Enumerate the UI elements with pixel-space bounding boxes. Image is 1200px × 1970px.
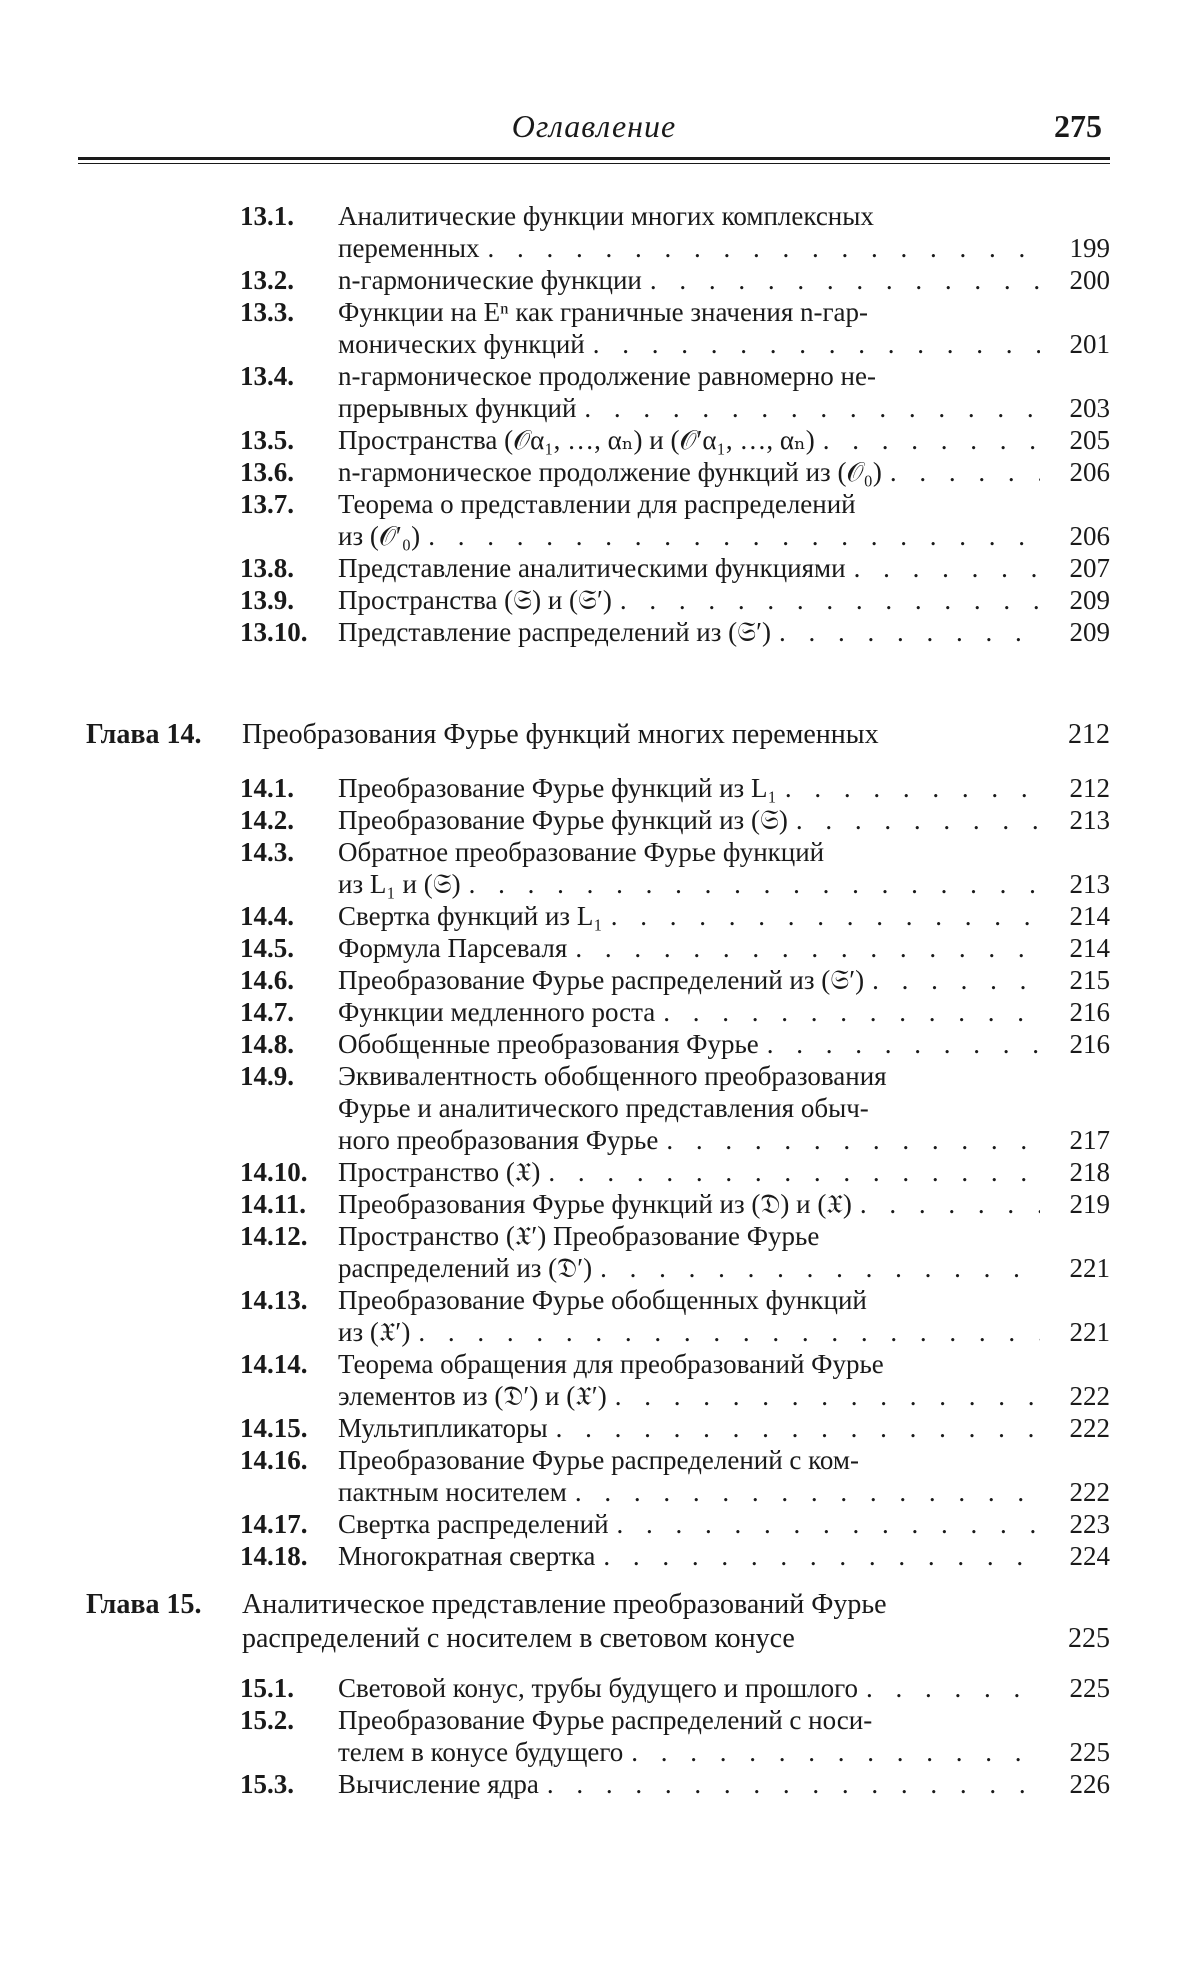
section-title-line: ного преобразования Фурье — [338, 1124, 658, 1156]
section-number: 14.4. — [240, 900, 332, 932]
section-number: 14.14. — [240, 1348, 332, 1380]
section-number: 13.3. — [240, 296, 332, 328]
section-number: 13.9. — [240, 584, 332, 616]
section-number: 14.3. — [240, 836, 332, 868]
section-title-line: Преобразование Фурье обобщенных функций — [338, 1285, 867, 1315]
dot-leader: . . . . . . . . . . . . . . . . — [575, 1476, 1040, 1508]
page-ref: 221 — [1040, 1252, 1110, 1284]
section-title — [338, 552, 1040, 584]
section-number: 14.17. — [240, 1508, 332, 1540]
section-title — [338, 424, 1040, 456]
section-title-line: Обобщенные преобразования Фурье — [338, 1028, 759, 1060]
page-ref: 200 — [1040, 264, 1110, 296]
dot-leader: . . . . . . . . . . . . . . . . . . . — [488, 232, 1040, 264]
section-title-line: Формула Парсеваля — [338, 932, 567, 964]
section-title-line: Представление распределений из (𝔖′) — [338, 616, 771, 648]
section-number: 14.10. — [240, 1156, 332, 1188]
section-title-line: из L₁ и (𝔖) — [338, 868, 461, 900]
section-number: 13.4. — [240, 360, 332, 392]
page-ref: 216 — [1040, 1028, 1110, 1060]
section-title-line: Теорема обращения для преобразований Фурье — [338, 1349, 884, 1379]
table-of-contents — [0, 0, 1200, 1970]
section-title-line: пактным носителем — [338, 1476, 567, 1508]
dot-leader: . . . . . . . . . . . . . — [650, 264, 1040, 296]
section-title-line: n-гармоническое продолжение функций из (𝒪₀) — [338, 456, 882, 488]
dot-leader: . . . . . . . . . . . . . . — [620, 584, 1040, 616]
section-title-line: Преобразование Фурье функций из (𝔖) — [338, 804, 788, 836]
section-title — [338, 1672, 1040, 1704]
page-ref: 222 — [1040, 1412, 1110, 1444]
page-ref: 222 — [1040, 1476, 1110, 1508]
section-title-line: Преобразование Фурье распределений с носи- — [338, 1705, 872, 1735]
section-title — [338, 1348, 1040, 1412]
page-ref: 217 — [1040, 1124, 1110, 1156]
page-ref: 215 — [1040, 964, 1110, 996]
section-number: 13.6. — [240, 456, 332, 488]
section-title-line: Пространство (𝔛) — [338, 1156, 540, 1188]
section-title-line: Аналитические функции многих комплексных — [338, 201, 874, 231]
section-title-line: Преобразования Фурье функций из (𝔇) и (𝔛) — [338, 1188, 852, 1220]
section-title — [338, 772, 1040, 804]
dot-leader: . . . . . . . . . . . . . . . . . — [547, 1768, 1040, 1800]
page-ref: 209 — [1040, 584, 1110, 616]
page-ref: 226 — [1040, 1768, 1110, 1800]
dot-leader: . . . . . . . . . . . . . . . . — [575, 932, 1040, 964]
chapter-title-line: Аналитическое представление преобразований Фурье — [242, 1588, 887, 1622]
chapter-title — [242, 1588, 887, 1656]
page-ref: 216 — [1040, 996, 1110, 1028]
page-ref: 206 — [1040, 520, 1110, 552]
section-title-line: из (𝔛′) — [338, 1316, 410, 1348]
section-number: 13.10. — [240, 616, 332, 648]
section-title-line: Вычисление ядра — [338, 1768, 539, 1800]
page-ref: 201 — [1040, 328, 1110, 360]
section-number: 14.6. — [240, 964, 332, 996]
page-ref: 207 — [1040, 552, 1110, 584]
section-title-line: Световой конус, трубы будущего и прошлого — [338, 1672, 858, 1704]
chapter-label: Глава 15. — [86, 1588, 202, 1622]
section-title-line: Пространства (𝒪α₁, …, αₙ) и (𝒪′α₁, …, αₙ) — [338, 424, 815, 456]
section-title — [338, 264, 1040, 296]
section-number: 14.1. — [240, 772, 332, 804]
section-title — [338, 1156, 1040, 1188]
page-ref: 223 — [1040, 1508, 1110, 1540]
dot-leader: . . . . . . — [860, 1188, 1040, 1220]
running-title: Оглавление — [78, 108, 1110, 145]
dot-leader: . . . . . . . . . . . . . . . — [603, 1540, 1040, 1572]
section-title-line: прерывных функций — [338, 392, 576, 424]
dot-leader: . . . . . . . . . . . . . . . . . . . . . — [428, 520, 1040, 552]
section-number: 14.13. — [240, 1284, 332, 1316]
page-ref: 225 — [1040, 1736, 1110, 1768]
section-title — [338, 932, 1040, 964]
section-title-line: Представление аналитическими функциями — [338, 552, 846, 584]
dot-leader: . . . . . . . . . . . . . . . — [593, 328, 1040, 360]
dot-leader: . . . . . . . . . . . . . — [663, 996, 1040, 1028]
section-title-line: из (𝒪′₀) — [338, 520, 420, 552]
dot-leader: . . . . . . . . . . . . . . — [615, 1380, 1040, 1412]
page-number: 275 — [1054, 108, 1102, 145]
section-title — [338, 360, 1040, 424]
section-number: 13.5. — [240, 424, 332, 456]
page-ref: 203 — [1040, 392, 1110, 424]
section-title — [338, 1188, 1040, 1220]
dot-leader: . . . . . . . . . . . . . . . . . . . . . — [418, 1316, 1040, 1348]
dot-leader: . . . . . . . . . . . . . — [666, 1124, 1040, 1156]
section-title — [338, 964, 1040, 996]
page-ref: 213 — [1040, 804, 1110, 836]
dot-leader: . . . . . . — [854, 552, 1040, 584]
section-title-line: Пространство (𝔛′) Преобразование Фурье — [338, 1221, 819, 1251]
page-ref: 213 — [1040, 868, 1110, 900]
page-ref: 225 — [1040, 1672, 1110, 1704]
section-number: 14.16. — [240, 1444, 332, 1476]
page-ref: 212 — [1040, 772, 1110, 804]
page-ref: 209 — [1040, 616, 1110, 648]
chapter-title-line: распределений с носителем в световом конусе — [242, 1622, 887, 1656]
dot-leader: . . . . . . . . . . . . . . . . . . . — [469, 868, 1040, 900]
section-number: 15.3. — [240, 1768, 332, 1800]
page-ref: 221 — [1040, 1316, 1110, 1348]
dot-leader: . . . . . . . . . . . . . . — [631, 1736, 1040, 1768]
chapter-title-line: Преобразования Фурье функций многих переменных — [242, 718, 879, 752]
dot-leader: . . . . . . . . . . . . . . — [617, 1508, 1040, 1540]
chapter-label: Глава 14. — [86, 718, 202, 752]
page-ref: 219 — [1040, 1188, 1110, 1220]
section-title-line: Мультипликаторы — [338, 1412, 548, 1444]
section-title — [338, 1704, 1040, 1768]
chapter-title — [242, 718, 879, 752]
section-title — [338, 616, 1040, 648]
section-number: 14.5. — [240, 932, 332, 964]
section-title — [338, 836, 1040, 900]
section-title — [338, 1444, 1040, 1508]
page-ref: 206 — [1040, 456, 1110, 488]
section-number: 14.18. — [240, 1540, 332, 1572]
dot-leader: . . . . . . . . . . . . . . . — [600, 1252, 1040, 1284]
section-title-line: Теорема о представлении для распределений — [338, 489, 856, 519]
chapter-page-ref: 225 — [1040, 1622, 1110, 1656]
section-title-line: Пространства (𝔖) и (𝔖′) — [338, 584, 612, 616]
section-number: 14.15. — [240, 1412, 332, 1444]
page-ref: 205 — [1040, 424, 1110, 456]
dot-leader: . . . . . . . . . — [785, 772, 1040, 804]
dot-leader: . . . . . . . . . . . . . . . . . — [548, 1156, 1040, 1188]
section-title — [338, 1028, 1040, 1060]
section-title-line: Свертка функций из L₁ — [338, 900, 603, 932]
section-title — [338, 584, 1040, 616]
section-title — [338, 1540, 1040, 1572]
section-number: 14.9. — [240, 1060, 332, 1092]
dot-leader: . . . . . . . . . . . . . . . — [611, 900, 1040, 932]
section-title-line: Функции медленного роста — [338, 996, 655, 1028]
section-title-line: Эквивалентность обобщенного преобразования — [338, 1061, 887, 1091]
dot-leader: . . . . . . . . . . . . . . . . — [556, 1412, 1040, 1444]
chapter-page-ref: 212 — [1040, 718, 1110, 752]
section-number: 14.12. — [240, 1220, 332, 1252]
section-title-line: Преобразование Фурье функций из L₁ — [338, 772, 777, 804]
section-number: 13.7. — [240, 488, 332, 520]
section-title — [338, 296, 1040, 360]
dot-leader: . . . . . . . — [823, 424, 1040, 456]
section-number: 13.1. — [240, 200, 332, 232]
section-title-line: телем в конусе будущего — [338, 1736, 623, 1768]
section-title — [338, 1220, 1040, 1284]
section-number: 14.8. — [240, 1028, 332, 1060]
section-number: 14.11. — [240, 1188, 332, 1220]
section-title-line: Функции на Eⁿ как граничные значения n-гар- — [338, 297, 868, 327]
page-ref: 214 — [1040, 932, 1110, 964]
section-title — [338, 488, 1040, 552]
section-title-line: Обратное преобразование Фурье функций — [338, 837, 824, 867]
section-number: 13.2. — [240, 264, 332, 296]
page-ref: 224 — [1040, 1540, 1110, 1572]
page-ref: 214 — [1040, 900, 1110, 932]
section-number: 15.2. — [240, 1704, 332, 1736]
page-ref: 218 — [1040, 1156, 1110, 1188]
dot-leader: . . . . . . . . . — [767, 1028, 1040, 1060]
section-title-line: Свертка распределений — [338, 1508, 609, 1540]
section-title — [338, 200, 1040, 264]
section-number: 15.1. — [240, 1672, 332, 1704]
section-title — [338, 456, 1040, 488]
section-title — [338, 1508, 1040, 1540]
section-title-line: переменных — [338, 232, 480, 264]
section-title-line: n-гармоническое продолжение равномерно не- — [338, 361, 876, 391]
page-ref: 222 — [1040, 1380, 1110, 1412]
section-title — [338, 1060, 1040, 1156]
section-title — [338, 804, 1040, 836]
dot-leader: . . . . . . . . — [796, 804, 1040, 836]
page-ref: 199 — [1040, 232, 1110, 264]
dot-leader: . . . . . . — [872, 964, 1040, 996]
section-title — [338, 1768, 1040, 1800]
section-number: 14.2. — [240, 804, 332, 836]
section-title-line: Преобразование Фурье распределений из (𝔖′) — [338, 964, 864, 996]
dot-leader: . . . . . . . . . . . . . . . — [584, 392, 1040, 424]
section-title — [338, 1412, 1040, 1444]
section-number: 14.7. — [240, 996, 332, 1028]
section-title-line: Многократная свертка — [338, 1540, 595, 1572]
dot-leader: . . . . . . . . . — [779, 616, 1040, 648]
section-title — [338, 996, 1040, 1028]
dot-leader: . . . . . — [890, 456, 1040, 488]
section-title-line: Преобразование Фурье распределений с ком- — [338, 1445, 859, 1475]
section-title-line: монических функций — [338, 328, 585, 360]
section-title-line: n-гармонические функции — [338, 264, 642, 296]
section-title-line: распределений из (𝔇′) — [338, 1252, 592, 1284]
section-title-line: элементов из (𝔇′) и (𝔛′) — [338, 1380, 607, 1412]
dot-leader: . . . . . . — [866, 1672, 1040, 1704]
section-title — [338, 900, 1040, 932]
section-title-line: Фурье и аналитического представления обыч- — [338, 1093, 869, 1123]
section-number: 13.8. — [240, 552, 332, 584]
section-title — [338, 1284, 1040, 1348]
